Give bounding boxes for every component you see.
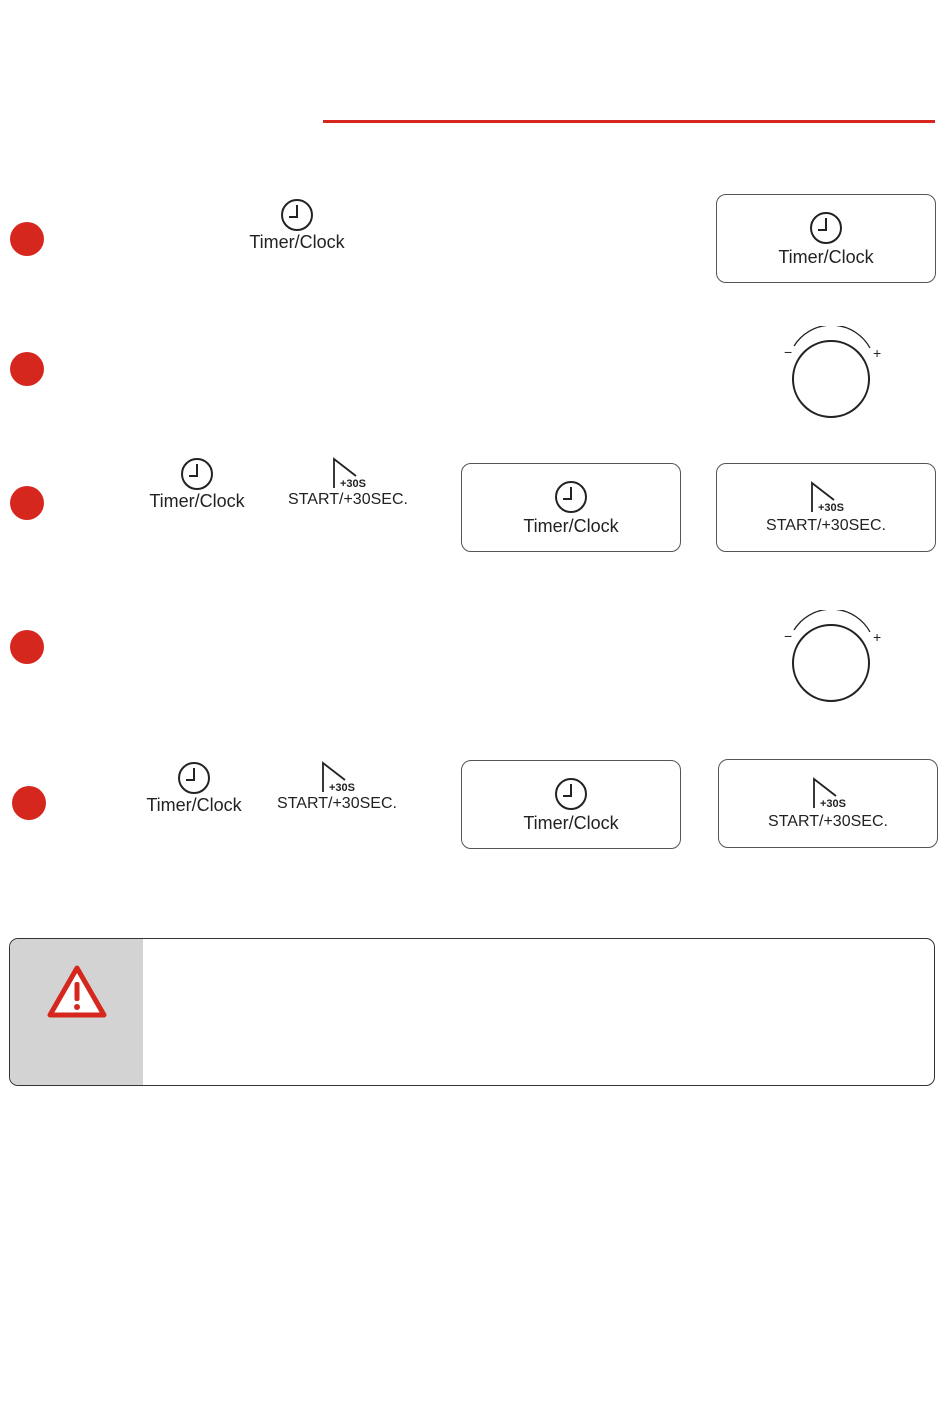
rotary-dial[interactable] bbox=[776, 610, 886, 706]
start-play-icon bbox=[317, 760, 357, 794]
caution-box bbox=[9, 938, 935, 1086]
clock-icon bbox=[280, 198, 314, 232]
dial-plus-label: + bbox=[873, 629, 882, 645]
dial-minus-label: − bbox=[784, 344, 793, 360]
start-label: START/+30SEC. bbox=[277, 795, 397, 812]
step-1-marker bbox=[10, 222, 44, 256]
clock-icon bbox=[809, 211, 843, 245]
timer-clock-button-label: Timer/Clock bbox=[523, 515, 619, 536]
step-3-timer-clock-symbol bbox=[137, 457, 257, 511]
step-4-marker bbox=[10, 630, 44, 664]
rotary-dial-icon bbox=[776, 326, 886, 422]
start-play-icon bbox=[328, 456, 368, 490]
step-5-start-symbol bbox=[272, 760, 402, 814]
step-5-marker bbox=[12, 786, 46, 820]
timer-clock-button[interactable] bbox=[461, 760, 681, 849]
timer-clock-button-label: Timer/Clock bbox=[778, 246, 874, 267]
caution-sidebar bbox=[10, 939, 143, 1085]
step-5-timer-clock-symbol bbox=[134, 761, 254, 815]
dial-plus-label: + bbox=[873, 345, 882, 361]
clock-icon bbox=[554, 777, 588, 811]
rotary-dial[interactable] bbox=[776, 326, 886, 422]
plus-30s-label: +30S bbox=[340, 478, 366, 490]
plus-30s-label: +30S bbox=[818, 501, 844, 514]
rotary-dial-icon bbox=[776, 610, 886, 706]
step-2-marker bbox=[10, 352, 44, 386]
step-3-start-symbol bbox=[283, 456, 413, 510]
timer-clock-label: Timer/Clock bbox=[249, 232, 345, 252]
plus-30s-label: +30S bbox=[820, 797, 846, 810]
plus-30s-label: +30S bbox=[329, 782, 355, 794]
start-button-label: START/+30SEC. bbox=[768, 812, 888, 830]
start-play-icon bbox=[808, 776, 848, 810]
timer-clock-button-label: Timer/Clock bbox=[523, 812, 619, 833]
start-button[interactable] bbox=[718, 759, 938, 848]
warning-triangle-icon bbox=[47, 965, 107, 1019]
clock-icon bbox=[554, 480, 588, 514]
step-1-timer-clock-symbol bbox=[237, 198, 357, 252]
clock-icon bbox=[180, 457, 214, 491]
header-rule bbox=[323, 120, 935, 123]
start-button[interactable] bbox=[716, 463, 936, 552]
start-play-icon bbox=[806, 480, 846, 514]
start-label: START/+30SEC. bbox=[288, 491, 408, 508]
clock-icon bbox=[177, 761, 211, 795]
timer-clock-label: Timer/Clock bbox=[146, 795, 242, 815]
timer-clock-label: Timer/Clock bbox=[149, 491, 245, 511]
timer-clock-button[interactable] bbox=[461, 463, 681, 552]
timer-clock-button[interactable] bbox=[716, 194, 936, 283]
start-button-label: START/+30SEC. bbox=[766, 516, 886, 534]
dial-minus-label: − bbox=[784, 628, 793, 644]
step-3-marker bbox=[10, 486, 44, 520]
